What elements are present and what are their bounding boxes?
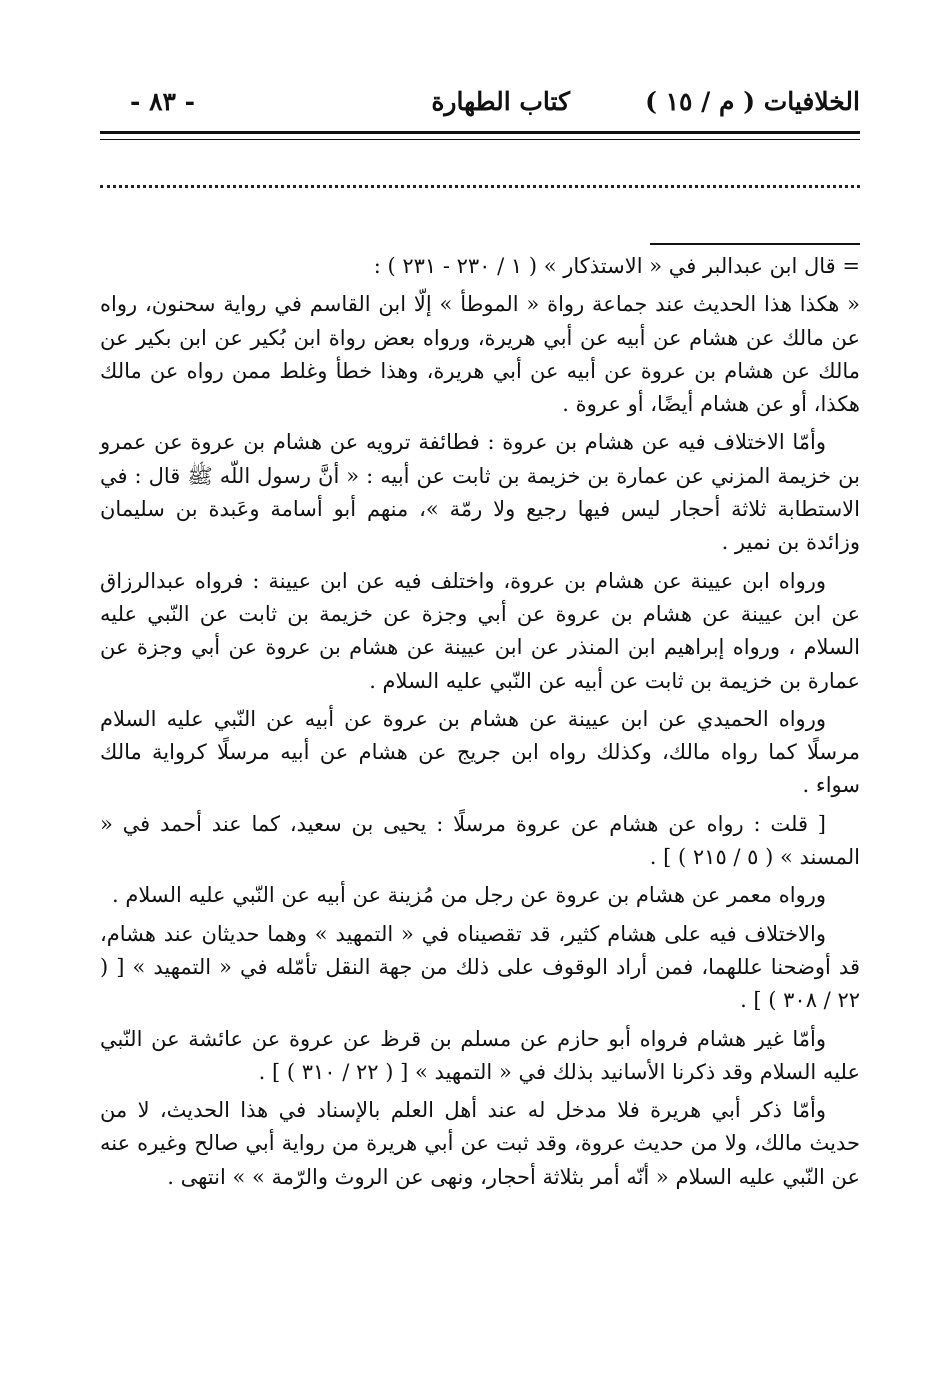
paragraph-2: « هكذا هذا الحديث عند جماعة رواة « الموطأ » إلّا ابن القاسم في رواية سحنون، رواه عن مالك عن هشام عن أبيه عن أبي هريرة، ورواه بعض رواة ابن بُكير عن ابن بكير عن مالك عن هشام بن عروة عن أبيه عن أبي هريرة، وهذا خطأ وغلط ممن رواه عن مالك هكذا، أو عن هشام أيضًا، أو عروة . <box>100 292 860 417</box>
page-number: - ٨٣ - <box>130 87 196 116</box>
paragraph-4: ورواه ابن عيينة عن هشام بن عروة، واختلف فيه عن ابن عيينة : فرواه عبدالرزاق عن ابن عيينة عن هشام بن عروة عن أبي وجزة عن خزيمة بن ثابت عن النّبي عليه السلام ، ورواه إبراهيم ابن المنذر عن ابن عيينة عن هشام بن عروة عن أبي وجزة عن عمارة بن خزيمة بن ثابت عن أبيه عن النّبي عليه السلام . <box>100 568 860 693</box>
paragraph-3: وأمّا الاختلاف فيه عن هشام بن عروة : فطائفة ترويه عن هشام بن عروة عن عمرو بن خزيمة المزني عن عمارة بن خزيمة بن ثابت عن أبيه : « أنَّ رسول اللّه ﷺ قال : في الاستطابة ثلاثة أحجار ليس فيها رجيع ولا رمّة »، منهم أبو أسامة وعَبدة بن سليمان وزائدة بن نمير . <box>100 430 860 555</box>
chapter-title: كتاب الطهارة <box>431 87 570 116</box>
paragraph-9: وأمّا غير هشام فرواه أبو حازم عن مسلم بن قرظ عن عروة عن عائشة عن النّبي عليه السلام وقد ذكرنا الأسانيد بذلك في « التمهيد » [ ( ٢٢ / ٣١٠ ) ] . <box>100 1026 860 1084</box>
paragraph-1: = قال ابن عبدالبر في « الاستذكار » ( ١ / ٢٣٠ - ٢٣١ ) : <box>373 254 860 278</box>
footnote-body <box>100 250 860 1199</box>
running-title: الخلافيات ( م / ١٥ ) <box>645 87 860 116</box>
page-header <box>100 82 860 122</box>
footnote-separator <box>650 243 860 245</box>
header-rule-thin <box>100 139 860 140</box>
paragraph-6: [ قلت : رواه عن هشام عن عروة مرسلًا : يحيى بن سعيد، كما عند أحمد في « المسند » ( ٥ / ٢١٥ ) ] . <box>100 811 860 870</box>
paragraph-10: وأمّا ذكر أبي هريرة فلا مدخل له عند أهل العلم بالإسناد في هذا الحديث، لا من حديث مالك، ولا من حديث عروة، وقد ثبت عن أبي هريرة من رواية أبي صالح وغيره عنه عن النّبي عليه السلام « أنّه أمر بثلاثة أحجار، ونهى عن الروث والرّمة » » انتهى . <box>100 1098 860 1189</box>
dotted-separator <box>100 168 860 188</box>
paragraph-8: والاختلاف فيه على هشام كثير، قد تقصيناه في « التمهيد » وهما حديثان عند هشام، قد أوضحنا عللهما، فمن أراد الوقوف على ذلك من جهة النقل تأمّله في « التمهيد » [ ( ٢٢ / ٣٠٨ ) ] . <box>100 921 860 1013</box>
header-rule-thick <box>100 131 860 134</box>
paragraph-5: ورواه الحميدي عن ابن عيينة عن هشام بن عروة عن أبيه عن النّبي عليه السلام مرسلًا كما رواه مالك، وكذلك رواه ابن جريج عن هشام عن أبيه مرسلًا كرواية مالك سواء . <box>100 706 860 798</box>
paragraph-7: ورواه معمر عن هشام بن عروة عن رجل من مُزينة عن أبيه عن النّبي عليه السلام . <box>111 883 826 908</box>
